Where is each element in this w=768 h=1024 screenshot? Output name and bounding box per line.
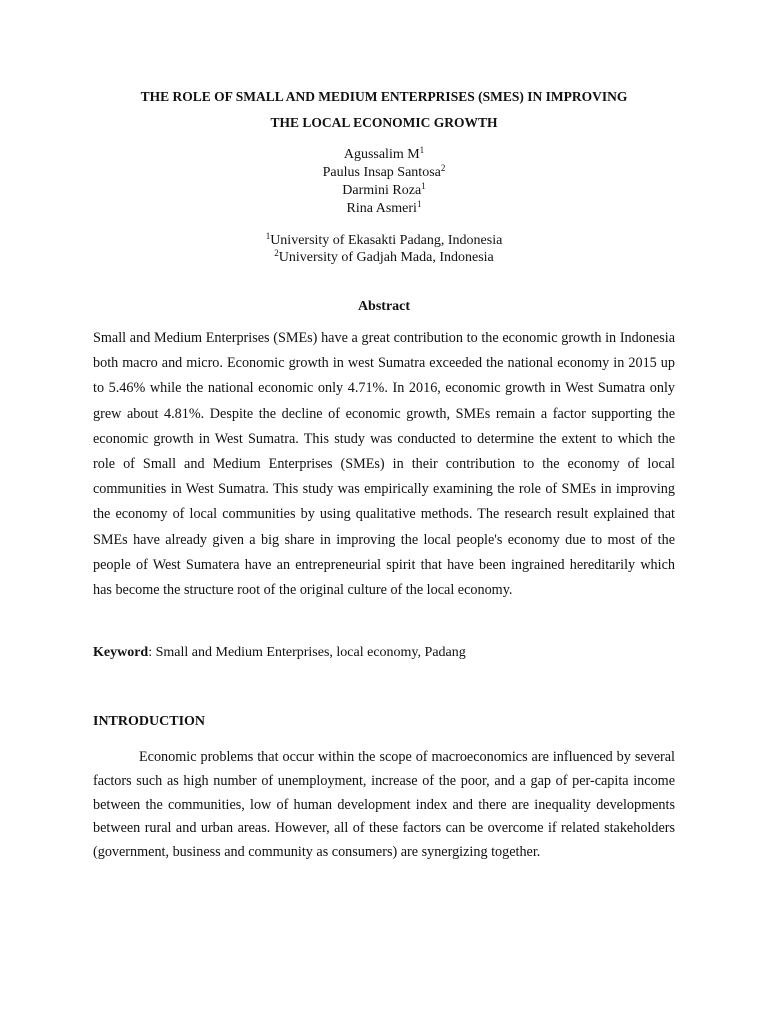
affiliation <box>0 249 768 266</box>
author-name: Agussalim M <box>343 147 420 162</box>
author <box>0 164 768 182</box>
affiliation-text: University of Ekasakti Padang, Indonesia <box>270 233 503 248</box>
author <box>0 200 768 218</box>
paper-title <box>60 84 708 136</box>
title-line-1: THE ROLE OF SMALL AND MEDIUM ENTERPRISES (SMES) IN IMPROVING <box>140 89 628 104</box>
affiliation-mark: 1 <box>265 231 271 241</box>
title-line-2: THE LOCAL ECONOMIC GROWTH <box>270 115 498 130</box>
abstract-text: Small and Medium Enterprises (SMEs) have a great contribution to the economic growth in Indonesia both macro and micro. Economic growth in west Sumatra exceeded the national economy in 2015 up to 5.46% while the national economic only 4.71%. In 2016, economic growth in West Sumatra only grew about 4.81%. Despite the decline of economic growth, SMEs remain a factor supporting the economic growth in West Sumatra. This study was conducted to determine the extent to which the role of Small and Medium Enterprises (SMEs) in their contribution to the economy of local communities in West Sumatra. This study was empirically examining the role of SMEs in improving the economy of local communities by using qualitative methods. The research result explained that SMEs have already given a big share in improving the local people's economy due to most of the people of West Sumatera have an entrepreneurial spirit that have been ingrained hereditarily which has become the structure root of the original culture of the local economy. <box>93 330 675 599</box>
author-affiliation-mark: 2 <box>440 163 446 173</box>
keyword-text: : Small and Medium Enterprises, local economy, Padang <box>148 645 466 660</box>
author <box>0 182 768 200</box>
author-name: Paulus Insap Santosa <box>322 165 441 180</box>
author-list <box>0 146 768 218</box>
affiliation-text: University of Gadjah Mada, Indonesia <box>278 250 494 265</box>
keywords <box>93 643 675 663</box>
affiliation-list <box>0 232 768 266</box>
introduction-heading: INTRODUCTION <box>93 714 206 729</box>
introduction-paragraph: Economic problems that occur within the scope of macroeconomics are influenced by several factors such as high number of unemployment, increase of the poor, and a gap of per-capita income between the communities, low of human development index and there are inequality developments between rural and urban areas. However, all of these factors can be overcome if related stakeholders (government, business and community as consumers) are synergizing together. <box>93 749 675 861</box>
affiliation <box>0 232 768 249</box>
abstract-heading: Abstract <box>357 299 411 314</box>
author-affiliation-mark: 1 <box>416 199 422 209</box>
author-name: Darmini Roza <box>342 183 422 198</box>
keyword-label: Keyword <box>93 645 149 660</box>
author <box>0 146 768 164</box>
author-affiliation-mark: 1 <box>419 145 425 155</box>
author-name: Rina Asmeri <box>346 201 417 216</box>
affiliation-mark: 2 <box>274 248 279 258</box>
author-affiliation-mark: 1 <box>421 181 426 191</box>
